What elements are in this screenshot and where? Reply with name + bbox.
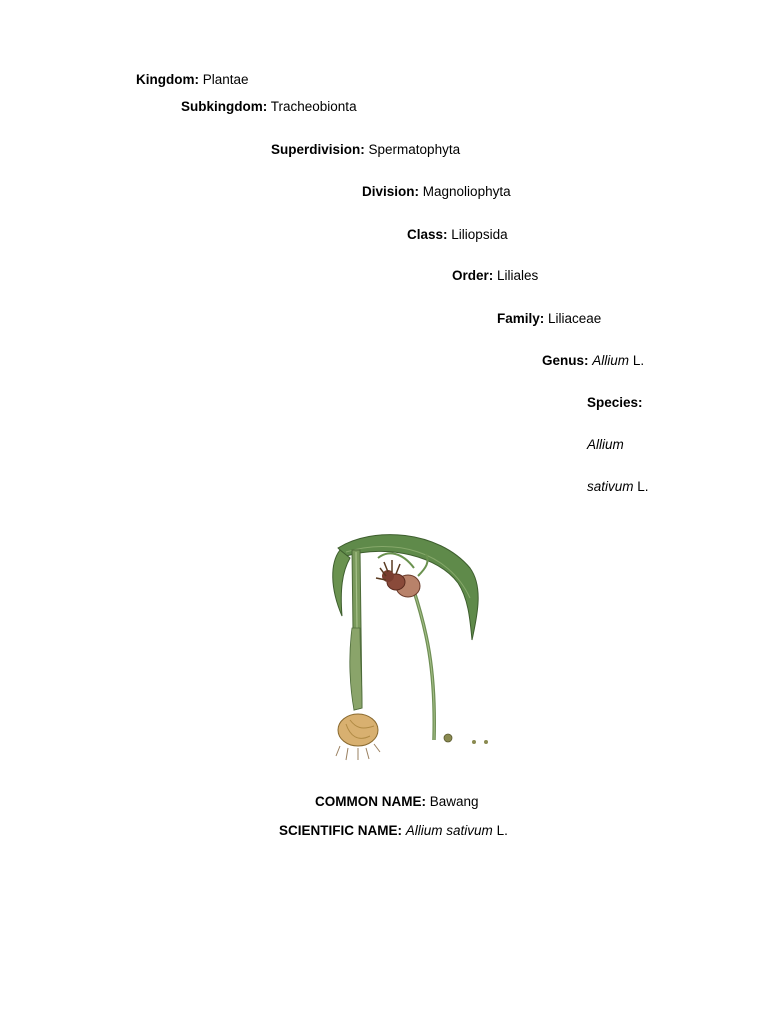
species-genus-row [587,437,624,453]
common-name-row [315,794,479,810]
common-name-value: Bawang [429,794,479,809]
species-genus-value: Allium [587,437,624,452]
class-label: Class: [407,227,448,242]
bulbil [444,734,452,742]
superdivision-value: Spermatophyta [368,142,461,157]
bulbil [484,740,488,744]
flower-head [376,553,428,597]
garlic-illustration [318,528,498,764]
family-row [497,311,601,327]
order-label: Order: [452,268,494,283]
scientific-name-row [279,823,508,839]
garlic-bulb [336,714,380,760]
division-value: Magnoliophyta [422,184,511,199]
kingdom-row [136,72,249,88]
left-leaf [333,550,350,616]
species-epithet-value: sativum [587,479,634,494]
kingdom-value: Plantae [202,72,249,87]
division-label: Division: [362,184,420,199]
genus-value: Allium [592,353,630,368]
superdivision-label: Superdivision: [271,142,365,157]
bulbil [472,740,476,744]
family-label: Family: [497,311,545,326]
genus-row [542,353,644,369]
species-epithet-row [587,479,649,495]
class-row [407,227,508,243]
genus-label: Genus: [542,353,589,368]
order-value: Liliales [497,268,539,283]
species-label: Species: [587,395,643,410]
subkingdom-value: Tracheobionta [270,99,357,114]
genus-authority: L. [632,353,645,368]
class-value: Liliopsida [451,227,508,242]
species-authority: L. [637,479,649,494]
superdivision-row [271,142,460,158]
subkingdom-row [181,99,357,115]
division-row [362,184,511,200]
species-row [587,395,643,411]
scientific-name-value: Allium sativum [405,823,493,838]
scientific-name-label: SCIENTIFIC NAME: [279,823,402,838]
kingdom-label: Kingdom: [136,72,199,87]
subkingdom-label: Subkingdom: [181,99,268,114]
family-value: Liliaceae [548,311,602,326]
order-row [452,268,538,284]
common-name-label: COMMON NAME: [315,794,426,809]
scientific-name-authority: L. [496,823,508,838]
